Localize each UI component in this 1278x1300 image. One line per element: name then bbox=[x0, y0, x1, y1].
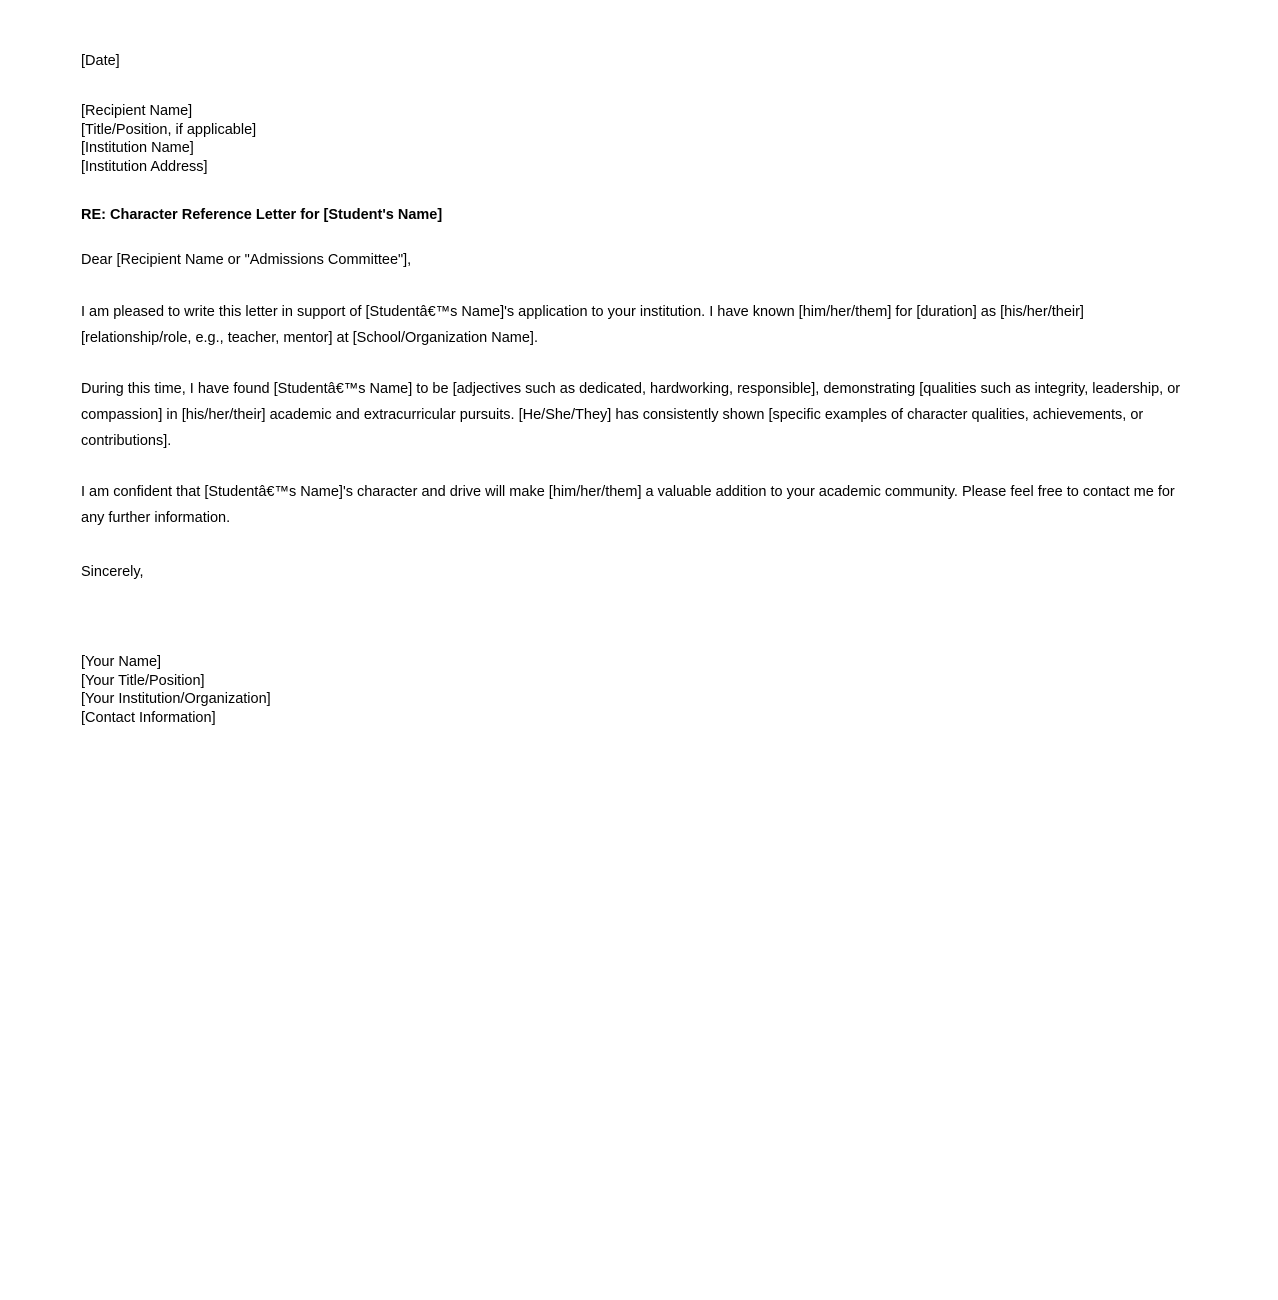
letter-body bbox=[81, 52, 1191, 727]
body-paragraph-1: I am pleased to write this letter in support of [Studentâ€™s Name]'s application to your institution. I have known [him/her/them] for [duration] as [his/her/their] [relationship/role, e.g., teacher, mentor] at [School/Organization Name]. bbox=[81, 304, 1084, 346]
salutation: Dear [Recipient Name or "Admissions Committee"], bbox=[81, 252, 412, 268]
recipient-name: [Recipient Name] bbox=[81, 103, 193, 119]
recipient-institution: [Institution Name] bbox=[81, 140, 194, 156]
recipient-title: [Title/Position, if applicable] bbox=[81, 121, 257, 138]
body-paragraph-3: I am confident that [Studentâ€™s Name]'s character and drive will make [him/her/them] a valuable addition to your academic community. Please feel free to contact me for any further information. bbox=[81, 484, 1175, 526]
body-paragraph-2: During this time, I have found [Studentâ€™s Name] to be [adjectives such as dedicated, hardworking, responsible], demonstrating [qualities such as integrity, leadership, or compassion] in [his/her/their] academic and extracurricular pursuits. [He/She/They] has consistently shown [specific examples of character qualities, achievements, or contributions]. bbox=[81, 381, 1181, 449]
closing-line: Sincerely, bbox=[81, 564, 144, 580]
sender-institution: [Your Institution/Organization] bbox=[81, 691, 271, 707]
sender-contact: [Contact Information] bbox=[81, 709, 216, 726]
subject-line: RE: Character Reference Letter for [Student's Name] bbox=[81, 207, 443, 223]
signature-block bbox=[81, 653, 1191, 727]
recipient-address-block bbox=[81, 102, 1191, 176]
sender-name: [Your Name] bbox=[81, 654, 162, 670]
date-line: [Date] bbox=[81, 53, 120, 69]
sender-title: [Your Title/Position] bbox=[81, 672, 205, 689]
recipient-institution-address: [Institution Address] bbox=[81, 158, 208, 175]
